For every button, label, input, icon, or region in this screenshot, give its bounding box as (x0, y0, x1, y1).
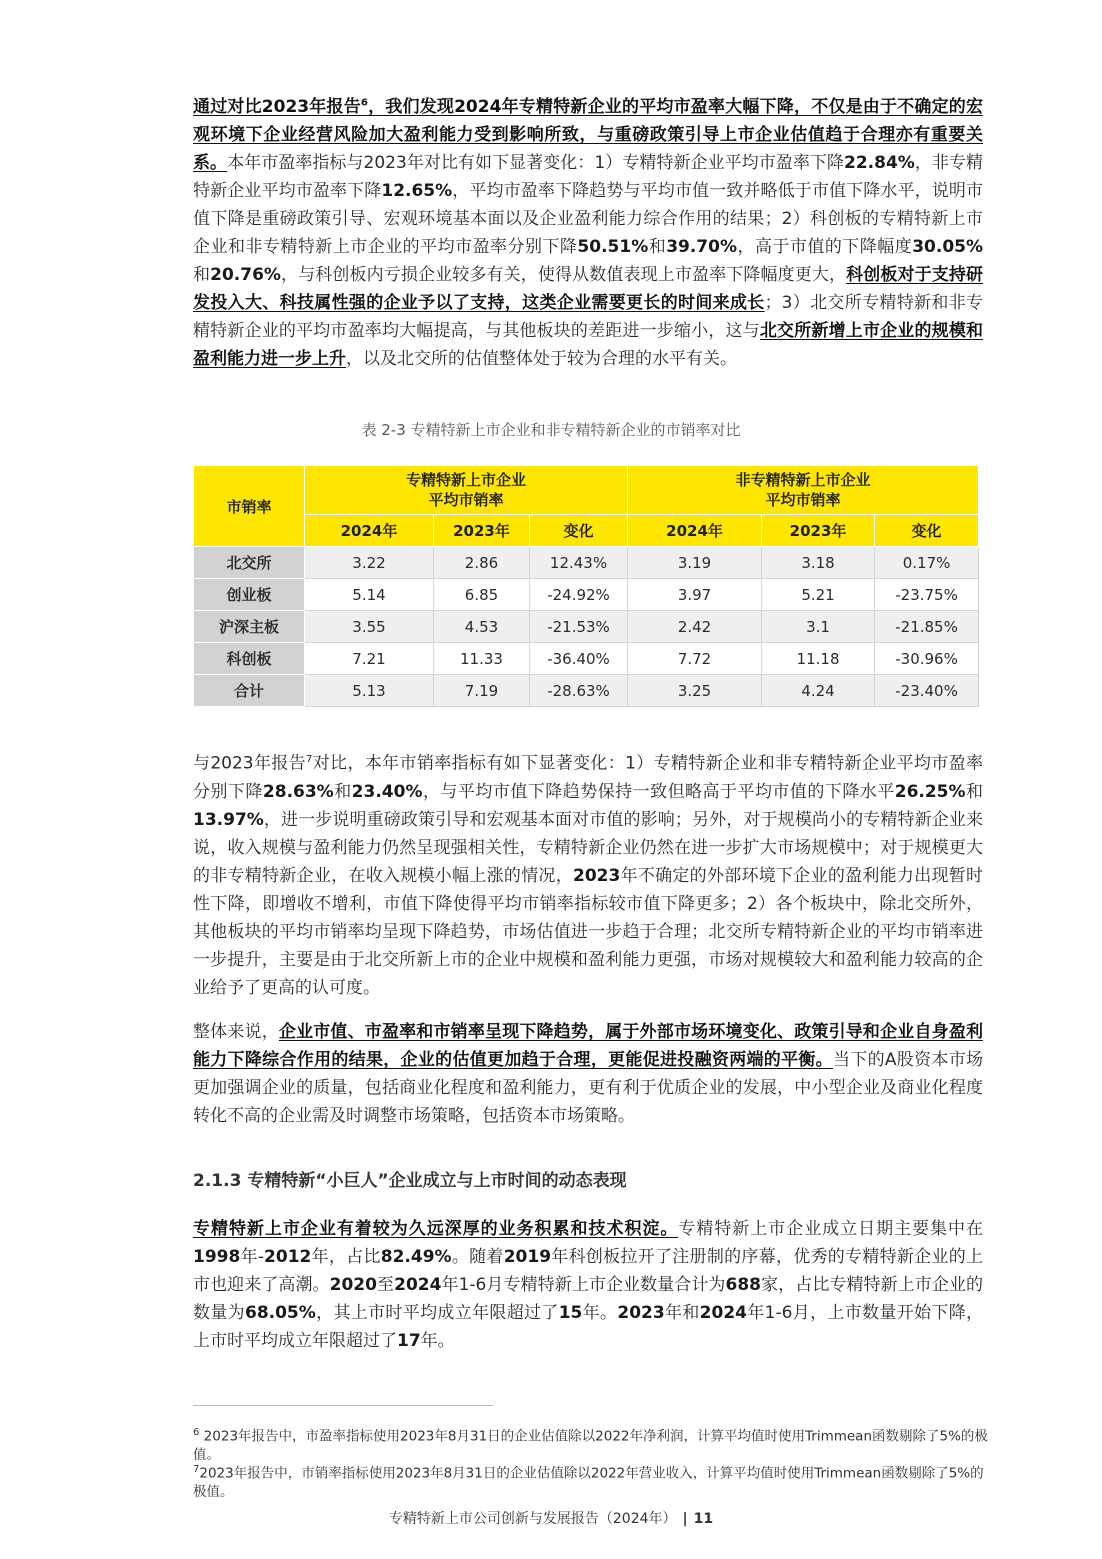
table-cell: 5.13 (305, 675, 434, 707)
column-header: 2023年 (434, 515, 530, 547)
table-cell: 3.55 (305, 611, 434, 643)
table-cell: -21.85% (875, 611, 979, 643)
table-cell: 3.19 (628, 547, 762, 579)
row-header: 科创板 (194, 643, 305, 675)
table-caption: 表 2-3 专精特新上市企业和非专精特新企业的市销率对比 (361, 421, 741, 439)
table-cell: 2.42 (628, 611, 762, 643)
table-cell: 7.21 (305, 643, 434, 675)
row-header: 沪深主板 (194, 611, 305, 643)
section-heading: 2.1.3 专精特新“小巨人”企业成立与上市时间的动态表现 (193, 1171, 627, 1191)
column-header: 2024年 (305, 515, 434, 547)
table-cell: 3.18 (762, 547, 875, 579)
group-header-non-specialized: 非专精特新上市企业 平均市销率 (628, 466, 979, 515)
paragraph-founding-listing: 专精特新上市企业有着较为久远深厚的业务积累和技术积淀。专精特新上市企业成立日期主要集中在1998年-2012年，占比82.49%。随着2019年科创板拉开了注册制的序幕，优秀的专精特新企业的上市也迎来了高潮。2020至2024年1-6月专精特新上市企业数量合计为688家，占比专精特新上市企业的数量为68.05%，其上市时平均成立年限超过了15年。2023年和2024年1-6月，上市数量开始下降，上市时平均成立年限超过了17年。 (193, 1219, 984, 1351)
table-row (194, 675, 979, 707)
table-cell: 2.86 (434, 547, 530, 579)
paragraph-ps-comparison: 与2023年报告$^7$对比，本年市销率指标有如下显著变化：1）专精特新企业和非专精特新企业平均市盈率分别下降28.63%和23.40%，与平均市值下降趋势保持一致但略高于平均市值的下降水平26.25%和13.97%，进一步说明重磅政策引导和宏观基本面对市值的影响；另外，对于规模尚小的专精特新企业来说，收入规模与盈利能力仍然呈现强相关性，专精特新企业仍然在进一步扩大市场规模中；对于规模更大的非专精特新企业，在收入规模小幅上涨的情况，2023年不确定的外部环境下企业的盈利能力出现暂时性下降，即增收不增利，市值下降使得平均市销率指标较市值下降更多；2）各个板块中，除北交所外，其他板块的平均市销率均呈现下降趋势，市场估值进一步趋于合理；北交所专精特新企业的平均市销率进一步提升，主要是由于北交所新上市的企业中规模和盈利能力更强，市场对规模较大和盈利能力较高的企业给予了更高的认可度。 (193, 753, 984, 998)
footnote-7: $^7$2023年报告中，市销率指标使用2023年8月31日的企业估值除以2022年营业收入，计算平均值时使用Trimmean函数剔除了5%的极值。 (193, 1464, 984, 1500)
table-corner-header: 市销率 (194, 466, 305, 547)
column-header: 2024年 (628, 515, 762, 547)
table-cell: 11.18 (762, 643, 875, 675)
table-cell: 3.1 (762, 611, 875, 643)
page-number: 11 (693, 1511, 714, 1527)
table-row (194, 611, 979, 643)
table-cell: 12.43% (530, 547, 628, 579)
table-cell: 11.33 (434, 643, 530, 675)
table-cell: -30.96% (875, 643, 979, 675)
column-header: 变化 (875, 515, 979, 547)
paragraph-pe-comparison: 通过对比2023年报告$^6$，我们发现2024年专精特新企业的平均市盈率大幅下降，不仅是由于不确定的宏观环境下企业经营风险加大盈利能力受到影响所致，与重磅政策引导上市企业估值趋于合理亦有重要关系。本年市盈率指标与2023年对比有如下显著变化：1）专精特新企业平均市盈率下降22.84%，非专精特新企业平均市盈率下降12.65%，平均市盈率下降趋势与平均市值一致并略低于市值下降水平，说明市值下降是重磅政策引导、宏观环境基本面以及企业盈利能力综合作用的结果；2）科创板的专精特新上市企业和非专精特新上市企业的平均市盈率分别下降50.51%和39.70%，高于市值的下降幅度30.05%和20.76%，与科创板内亏损企业较多有关，使得从数值表现上市盈率下降幅度更大，科创板对于支持研发投入大、科技属性强的企业予以了支持，这类企业需要更长的时间来成长；3）北交所专精特新和非专精特新企业的平均市盈率均大幅提高，与其他板块的差距进一步缩小，这与北交所新增上市企业的规模和盈利能力进一步上升，以及北交所的估值整体处于较为合理的水平有关。 (193, 96, 984, 369)
footnote-6: $^6$ 2023年报告中，市盈率指标使用2023年8月31日的企业估值除以2022年净利润，计算平均值时使用Trimmean函数剔除了5%的极值。 (193, 1427, 988, 1463)
row-header: 创业板 (194, 579, 305, 611)
table-cell: -24.92% (530, 579, 628, 611)
table-cell: 6.85 (434, 579, 530, 611)
table-row (194, 643, 979, 675)
footer-separator: | (682, 1511, 688, 1527)
row-header: 北交所 (194, 547, 305, 579)
footnote-divider (193, 1405, 493, 1406)
table-cell: 3.22 (305, 547, 434, 579)
table-cell: 3.97 (628, 579, 762, 611)
paragraph-summary: 整体来说，企业市值、市盈率和市销率呈现下降趋势，属于外部市场环境变化、政策引导和企业自身盈利能力下降综合作用的结果，企业的估值更加趋于合理，更能促进投融资两端的平衡。当下的A股资本市场更加强调企业的质量，包括商业化程度和盈利能力，更有利于优质企业的发展，中小型企业及商业化程度转化不高的企业需及时调整市场策略，包括资本市场策略。 (193, 1022, 983, 1126)
column-header: 2023年 (762, 515, 875, 547)
table-row (194, 579, 979, 611)
table-row (194, 547, 979, 579)
report-title: 专精特新上市公司创新与发展报告（2024年） (388, 1511, 677, 1527)
table-cell: 4.24 (762, 675, 875, 707)
ps-ratio-table (193, 465, 979, 707)
table-cell: 3.25 (628, 675, 762, 707)
page-footer (0, 1508, 1102, 1528)
table-cell: 0.17% (875, 547, 979, 579)
column-header: 变化 (530, 515, 628, 547)
table-cell: 7.72 (628, 643, 762, 675)
row-header: 合计 (194, 675, 305, 707)
table-cell: 5.14 (305, 579, 434, 611)
table-cell: -21.53% (530, 611, 628, 643)
table-cell: -23.75% (875, 579, 979, 611)
group-header-specialized: 专精特新上市企业 平均市销率 (305, 466, 628, 515)
table-cell: 4.53 (434, 611, 530, 643)
table-cell: 5.21 (762, 579, 875, 611)
table-cell: -28.63% (530, 675, 628, 707)
table-cell: 7.19 (434, 675, 530, 707)
table-cell: -23.40% (875, 675, 979, 707)
table-cell: -36.40% (530, 643, 628, 675)
